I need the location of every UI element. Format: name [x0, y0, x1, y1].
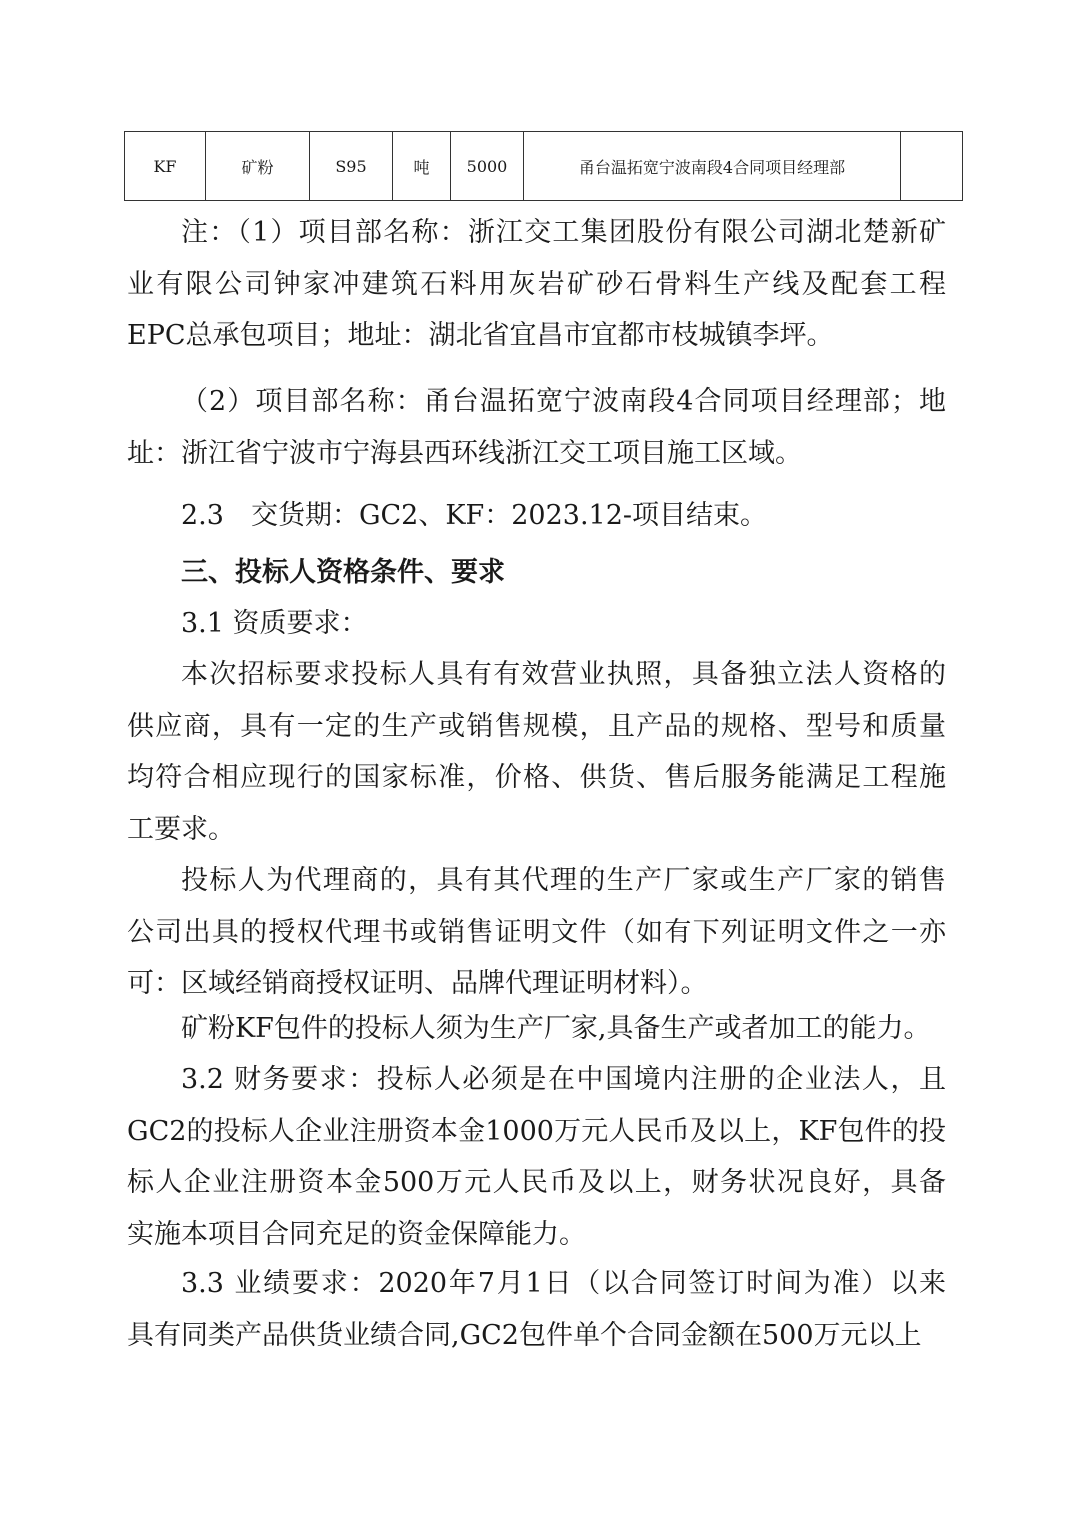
text-line: 可：区域经销商授权证明、品牌代理证明材料）。: [127, 968, 708, 1000]
section-heading: [127, 547, 946, 599]
text-line: 实施本项目合同充足的资金保障能力。: [127, 1218, 586, 1250]
financial-requirements: [127, 1054, 946, 1260]
note-2: [127, 376, 946, 479]
text-line: 供应商，具有一定的生产或销售规模，且产品的规格、型号和质量: [127, 710, 946, 742]
qualification-para-3: [127, 1003, 946, 1055]
text-line: 注：（1）项目部名称：浙江交工集团股份有限公司湖北楚新矿: [181, 217, 946, 248]
text-line: 矿粉KF包件的投标人须为生产厂家,具备生产或者加工的能力。: [181, 1013, 931, 1044]
text-line: 3.2 财务要求：投标人必须是在中国境内注册的企业法人，且: [181, 1064, 946, 1095]
delivery-period: [127, 490, 946, 542]
text-line: 标人企业注册资本金500万元人民币及以上，财务状况良好，具备: [127, 1167, 946, 1199]
table-cell-material: 矿粉: [206, 132, 310, 201]
text-line: 本次招标要求投标人具有有效营业执照，具备独立法人资格的: [181, 659, 946, 690]
text-line: GC2的投标人企业注册资本金1000万元人民币及以上，KF包件的投: [127, 1115, 946, 1147]
spec-table: [124, 131, 963, 201]
text-line: 投标人为代理商的，具有其代理的生产厂家或生产厂家的销售: [181, 865, 946, 896]
table-cell-project-dept: 甬台温拓宽宁波南段4合同项目经理部: [524, 132, 901, 201]
text-line: 具有同类产品供货业绩合同,GC2包件单个合同金额在500万元以上: [127, 1319, 922, 1351]
qualification-para-1: [127, 649, 946, 855]
text-line: 业有限公司钟家冲建筑石料用灰岩矿砂石骨料生产线及配套工程: [127, 268, 946, 300]
text-line: EPC总承包项目；地址：湖北省宜昌市宜都市枝城镇李坪。: [127, 320, 834, 352]
text-line: 2.3 交货期：GC2、KF：2023.12-项目结束。: [181, 500, 768, 531]
text-line: （2）项目部名称：甬台温拓宽宁波南段4合同项目经理部；地: [181, 386, 946, 417]
text-line: 公司出具的授权代理书或销售证明文件（如有下列证明文件之一亦: [127, 916, 946, 948]
subsection-title: 3.1 资质要求：: [181, 608, 368, 639]
section-title: 三、投标人资格条件、要求: [181, 557, 505, 588]
table-cell-grade: S95: [310, 132, 393, 201]
text-line: 3.3 业绩要求：2020年7月1日（以合同签订时间为准）以来: [181, 1268, 946, 1299]
qualification-title: [127, 598, 946, 650]
table-cell-quantity: 5000: [451, 132, 524, 201]
qualification-para-2: [127, 855, 946, 1010]
text-line: 址：浙江省宁波市宁海县西环线浙江交工项目施工区域。: [127, 437, 802, 469]
table-cell-unit: 吨: [393, 132, 451, 201]
table-row: [125, 132, 963, 201]
table-cell-code: KF: [125, 132, 206, 201]
table-cell-remark: [901, 132, 963, 201]
performance-requirements: [127, 1258, 946, 1361]
text-line: 均符合相应现行的国家标准，价格、供货、售后服务能满足工程施: [127, 762, 946, 794]
note-1: [127, 207, 946, 362]
text-line: 工要求。: [127, 813, 235, 845]
